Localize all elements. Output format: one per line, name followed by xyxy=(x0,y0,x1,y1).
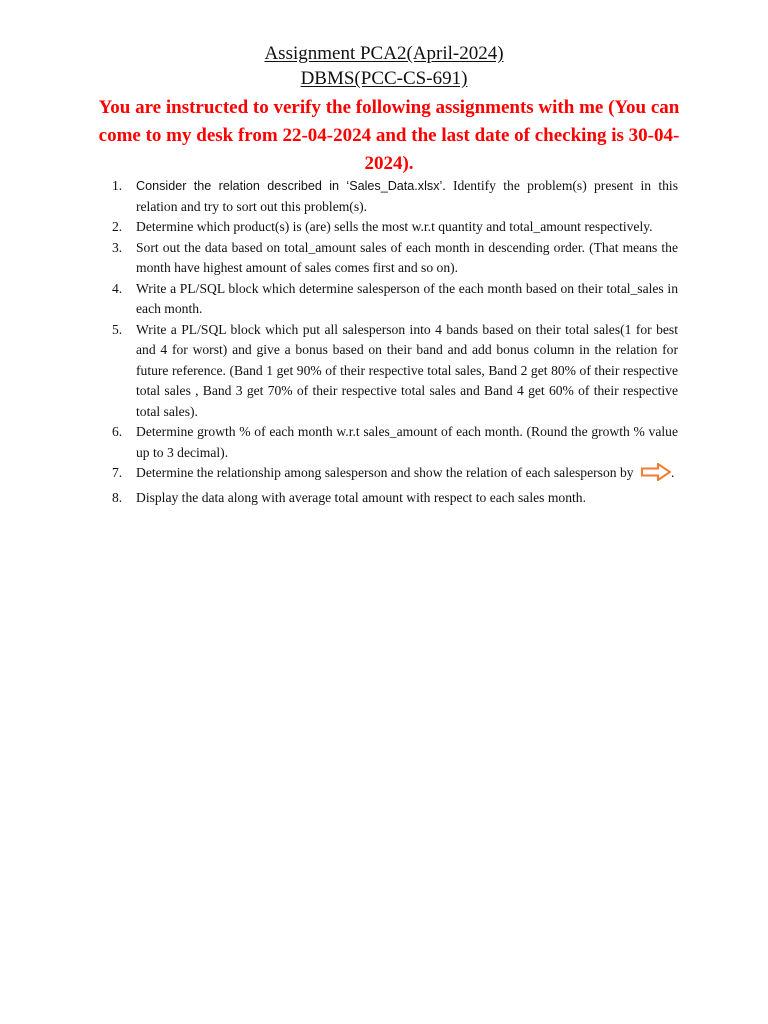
list-item xyxy=(108,422,678,463)
item-number: 1. xyxy=(112,178,123,193)
right-arrow-icon xyxy=(641,463,671,488)
list-item xyxy=(108,320,678,423)
list-item xyxy=(108,238,678,279)
list-item xyxy=(108,217,678,238)
assignment-title: Assignment PCA2(April-2024) xyxy=(264,43,504,64)
item-text: Write a PL/SQL block which determine salesperson of the each month based on their total_sales in each month. xyxy=(136,280,678,316)
list-item xyxy=(108,176,678,217)
item-text: Determine the relationship among salesperson and show the relation of each salesperson by xyxy=(136,465,634,480)
item-text: Determine growth % of each month w.r.t sales_amount of each month. (Round the growth % value up to 3 decimal). xyxy=(136,424,678,460)
item-number: 7. xyxy=(112,465,123,480)
assignment-list xyxy=(108,176,678,508)
list-item xyxy=(108,488,678,509)
item-number: 8. xyxy=(112,489,123,505)
verification-notice: You are instructed to verify the following assignments with me (You can come to my desk from 22-04-2024 and the last date of checking is 30-04-2024). xyxy=(98,97,680,174)
item-text: Write a PL/SQL block which put all salesperson into 4 bands based on their total sales(1 for best and 4 for worst) and give a bonus based on their band and add bonus column in the relation for future reference. (Band 1 get 90% of their respective total sales, Band 2 get 80% of their respective total sales , Band 3 get 70% of their respective total sales and Band 4 get 60% of their respective total sales). xyxy=(136,321,678,419)
right-arrow-icon-svg xyxy=(641,463,671,481)
item-number: 3. xyxy=(112,239,123,255)
item-number: 6. xyxy=(112,424,123,439)
item-text: Determine which product(s) is (are) sells the most w.r.t quantity and total_amount respectively. xyxy=(136,219,653,234)
item-number: 4. xyxy=(112,280,123,296)
item-text: . Identify the problem(s) present in this relation and try to sort out this problem(s). xyxy=(136,178,678,214)
item-text: Display the data along with average total amount with respect to each sales month. xyxy=(136,489,586,505)
item-lead: Consider the relation described in ‘Sales_Data.xlsx’ xyxy=(136,179,443,193)
item-text: Sort out the data based on total_amount sales of each month in descending order. (That means the month have highest amount of sales comes first and so on). xyxy=(136,239,678,275)
list-item xyxy=(108,279,678,320)
item-number: 2. xyxy=(112,219,123,234)
item-number: 5. xyxy=(112,321,123,337)
item-tail: . xyxy=(670,465,675,480)
right-arrow-shape xyxy=(642,464,670,480)
course-code: DBMS(PCC-CS-691) xyxy=(300,68,468,89)
list-item xyxy=(108,463,678,488)
